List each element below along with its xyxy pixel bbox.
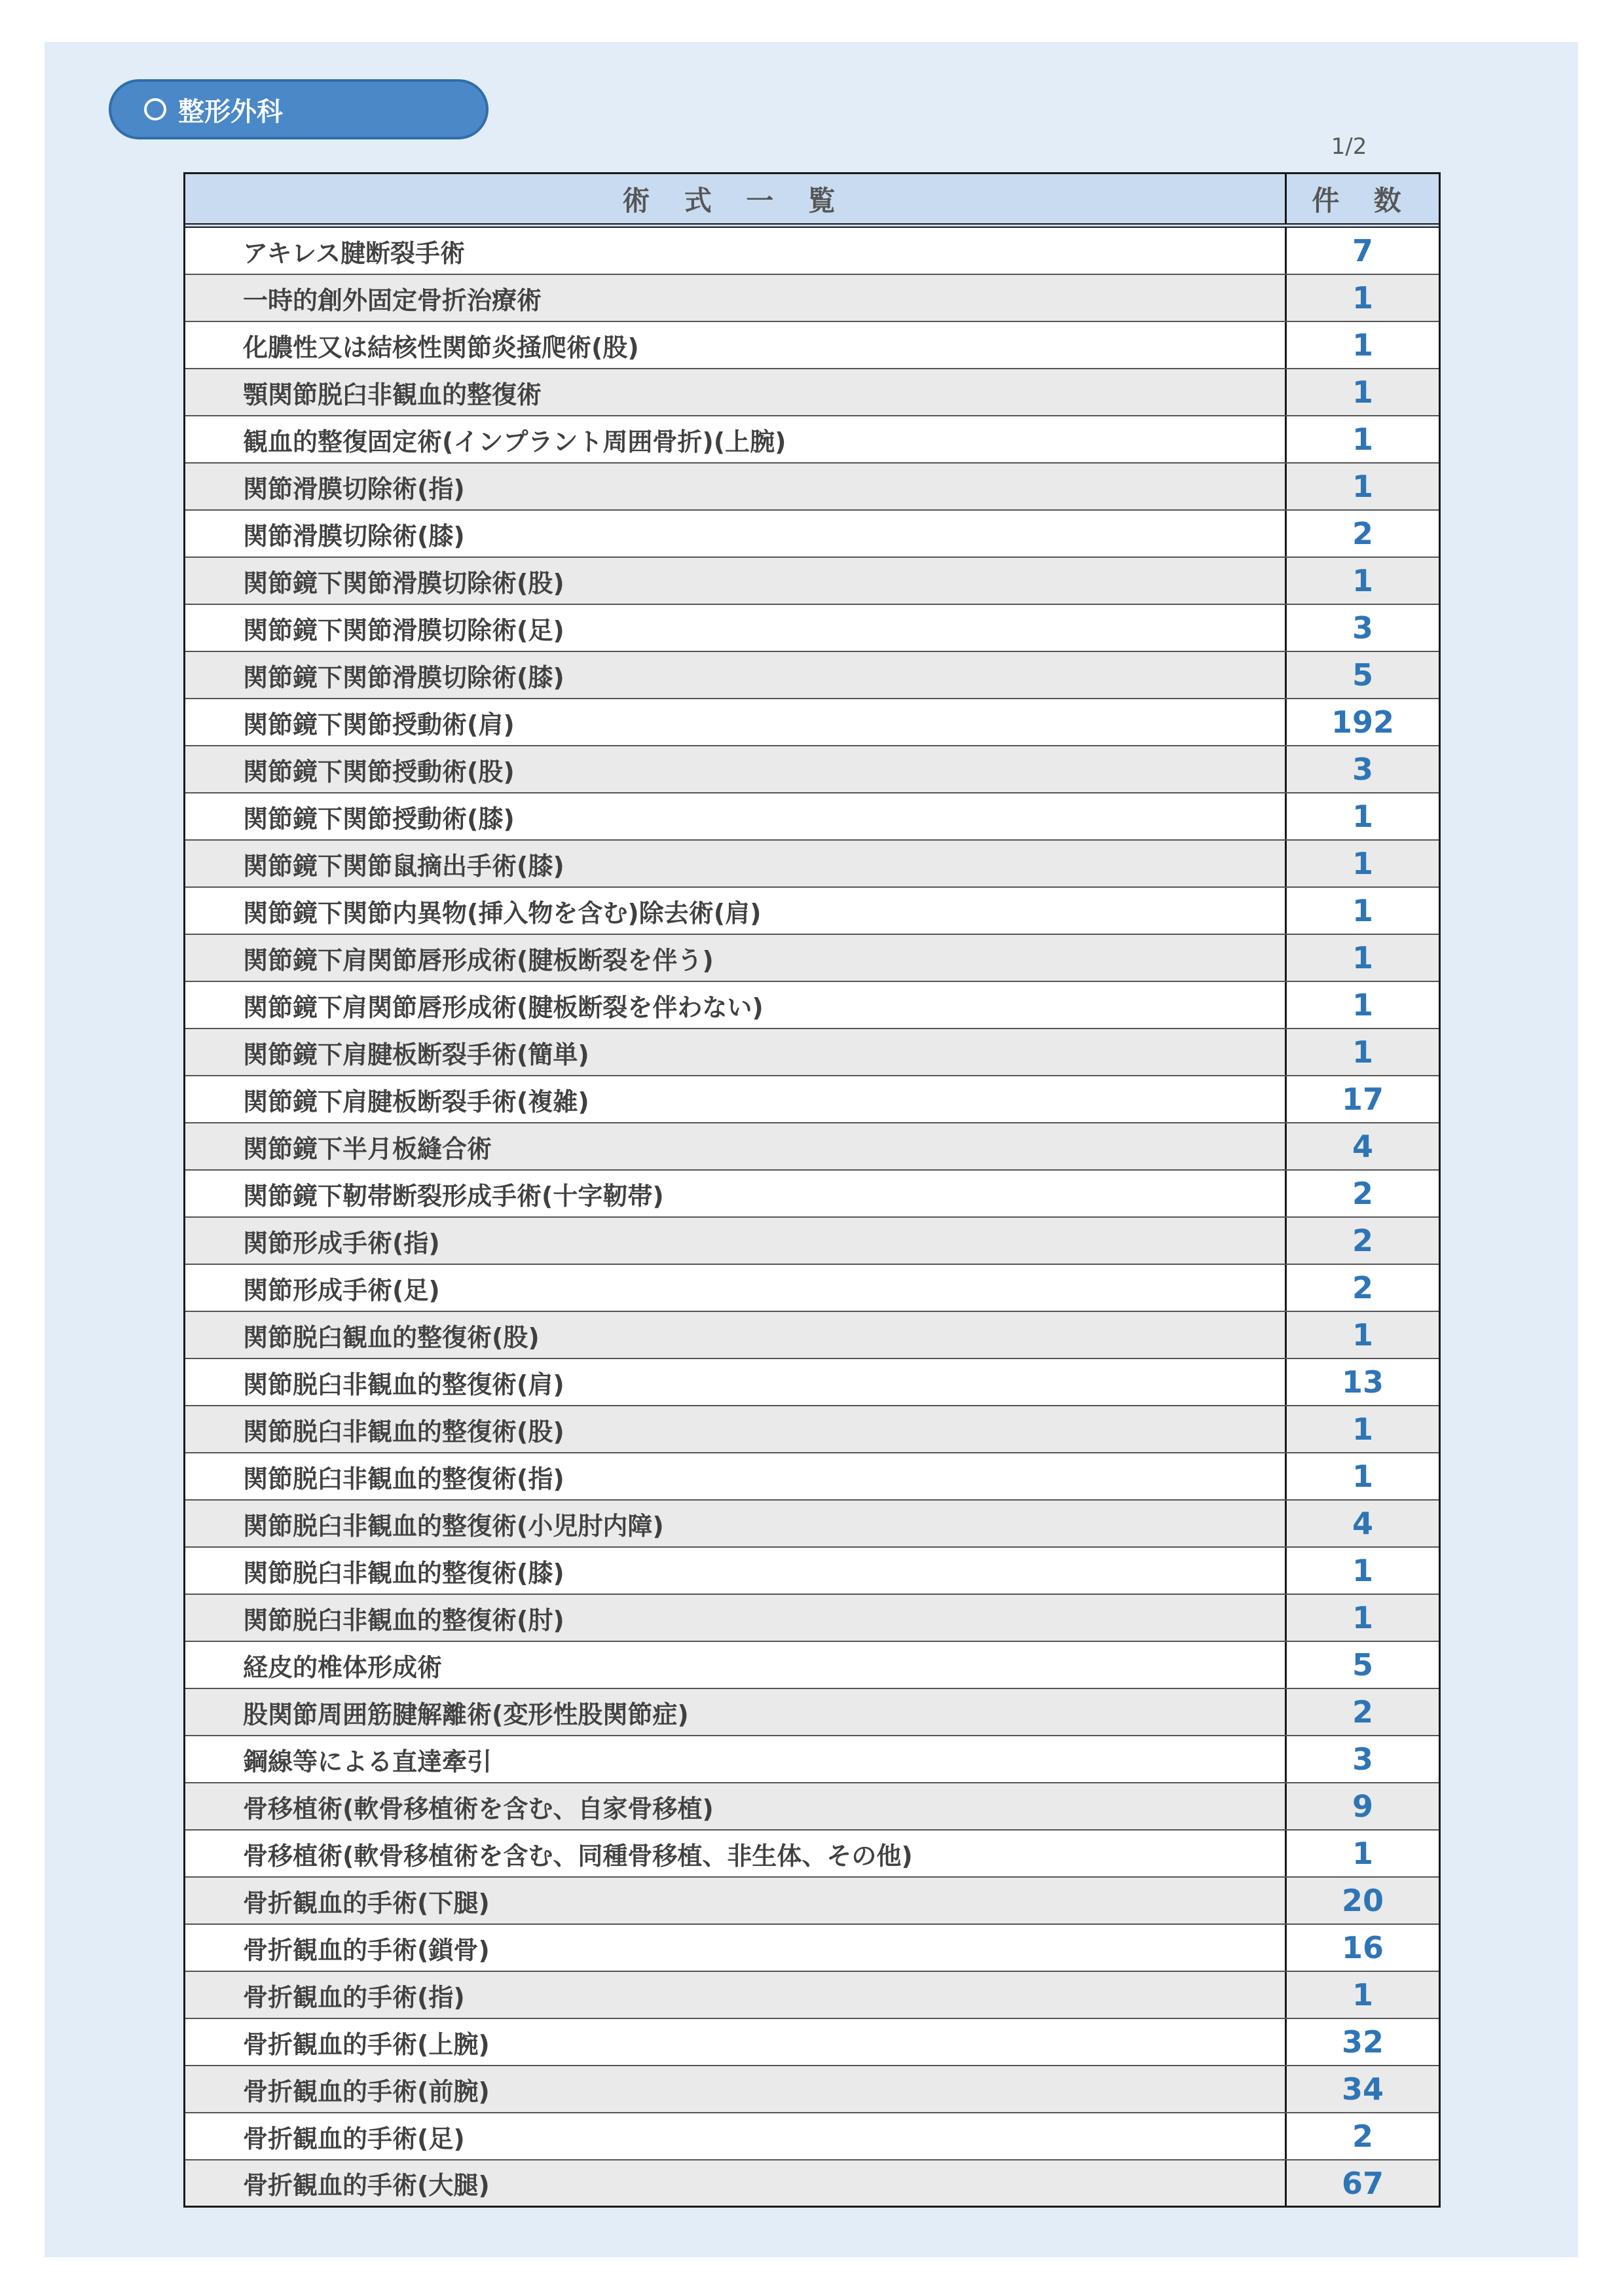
procedure-name: 骨折観血的手術(下腿) — [185, 1878, 1287, 1923]
procedure-name: 化膿性又は結核性関節炎掻爬術(股) — [185, 322, 1287, 368]
procedure-name: 関節鏡下関節内異物(挿入物を含む)除去術(肩) — [185, 888, 1287, 934]
procedure-name: 関節滑膜切除術(膝) — [185, 511, 1287, 556]
procedure-name: 関節鏡下靭帯断裂形成手術(十字靭帯) — [185, 1171, 1287, 1216]
procedure-name: 関節鏡下半月板縫合術 — [185, 1123, 1287, 1169]
procedure-name: 一時的創外固定骨折治療術 — [185, 275, 1287, 321]
page-indicator: 1/2 — [1331, 134, 1367, 160]
procedure-count: 32 — [1341, 2024, 1384, 2060]
table-row — [185, 228, 1439, 275]
procedure-count: 7 — [1352, 233, 1373, 268]
header-count: 件 数 — [1312, 184, 1414, 217]
procedure-name: 関節鏡下関節授動術(股) — [185, 746, 1287, 792]
table-row — [185, 369, 1439, 416]
procedure-count: 2 — [1352, 516, 1373, 551]
procedure-count: 1 — [1352, 1600, 1373, 1635]
table-row — [185, 511, 1439, 558]
table-row — [185, 1265, 1439, 1312]
table-row — [185, 1595, 1439, 1642]
table-row — [185, 2113, 1439, 2160]
table-row — [185, 464, 1439, 511]
procedure-name: 関節鏡下肩関節唇形成術(腱板断裂を伴わない) — [185, 982, 1287, 1028]
procedure-count: 1 — [1352, 469, 1373, 504]
table-row — [185, 1123, 1439, 1171]
table-row — [185, 1831, 1439, 1878]
table-header — [185, 174, 1439, 228]
procedure-count: 2 — [1352, 1270, 1373, 1305]
procedure-name: 関節鏡下関節授動術(肩) — [185, 699, 1287, 745]
procedure-name: 関節脱臼非観血的整復術(股) — [185, 1406, 1287, 1452]
table-row — [185, 2160, 1439, 2208]
table-row — [185, 1312, 1439, 1359]
circle-icon — [144, 98, 166, 120]
procedure-count: 1 — [1352, 940, 1373, 975]
table-row — [185, 888, 1439, 935]
table-row — [185, 2019, 1439, 2066]
table-row — [185, 1972, 1439, 2019]
procedure-count: 2 — [1352, 1223, 1373, 1258]
procedure-count: 2 — [1352, 1176, 1373, 1211]
table-row — [185, 982, 1439, 1029]
procedure-count: 3 — [1352, 752, 1373, 787]
procedure-name: 関節脱臼非観血的整復術(指) — [185, 1453, 1287, 1499]
procedure-name: 関節鏡下関節鼠摘出手術(膝) — [185, 841, 1287, 886]
procedure-name: 関節脱臼非観血的整復術(膝) — [185, 1548, 1287, 1594]
table-row — [185, 1406, 1439, 1453]
procedure-name: 骨折観血的手術(前腕) — [185, 2066, 1287, 2112]
table-row — [185, 1925, 1439, 1972]
table-row — [185, 558, 1439, 605]
procedure-count: 67 — [1341, 2165, 1384, 2201]
procedure-name: 骨折観血的手術(鎖骨) — [185, 1925, 1287, 1971]
procedure-count: 192 — [1331, 704, 1395, 740]
procedure-count: 1 — [1352, 799, 1373, 834]
procedure-count: 1 — [1352, 1317, 1373, 1353]
table-row — [185, 1453, 1439, 1501]
table-row — [185, 605, 1439, 652]
procedure-name: アキレス腱断裂手術 — [185, 228, 1287, 274]
procedure-name: 関節鏡下関節滑膜切除術(膝) — [185, 652, 1287, 698]
procedure-name: 顎関節脱臼非観血的整復術 — [185, 369, 1287, 415]
procedure-count: 1 — [1352, 1412, 1373, 1447]
procedure-count: 20 — [1341, 1883, 1384, 1918]
procedure-name: 関節鏡下関節滑膜切除術(股) — [185, 558, 1287, 604]
table-row — [185, 2066, 1439, 2113]
procedure-count: 2 — [1352, 2119, 1373, 2154]
procedure-count: 16 — [1341, 1930, 1384, 1965]
table-row — [185, 322, 1439, 369]
procedure-count: 5 — [1352, 657, 1373, 693]
procedure-count: 1 — [1352, 987, 1373, 1023]
procedure-name: 関節滑膜切除術(指) — [185, 464, 1287, 509]
table-row — [185, 1029, 1439, 1076]
table-row — [185, 1076, 1439, 1123]
procedure-count: 9 — [1352, 1789, 1373, 1824]
procedure-name: 関節形成手術(指) — [185, 1218, 1287, 1264]
procedure-name: 関節脱臼非観血的整復術(肩) — [185, 1359, 1287, 1405]
table-row — [185, 935, 1439, 982]
procedure-name: 骨折観血的手術(上腕) — [185, 2019, 1287, 2065]
table-row — [185, 841, 1439, 888]
procedure-count: 3 — [1352, 1741, 1373, 1777]
procedure-name: 観血的整復固定術(インプラント周囲骨折)(上腕) — [185, 416, 1287, 462]
procedure-count: 1 — [1352, 1034, 1373, 1070]
table-row — [185, 1878, 1439, 1925]
table-row — [185, 1689, 1439, 1736]
table-row — [185, 416, 1439, 464]
procedure-name: 骨折観血的手術(大腿) — [185, 2160, 1287, 2206]
table-row — [185, 746, 1439, 793]
procedure-name: 関節鏡下関節滑膜切除術(足) — [185, 605, 1287, 651]
procedure-count: 1 — [1352, 422, 1373, 457]
procedure-count: 1 — [1352, 374, 1373, 410]
procedure-count: 4 — [1352, 1129, 1373, 1164]
procedure-name: 股関節周囲筋腱解離術(変形性股関節症) — [185, 1689, 1287, 1735]
procedure-count: 1 — [1352, 327, 1373, 363]
procedure-table — [183, 172, 1441, 2208]
procedure-name: 関節形成手術(足) — [185, 1265, 1287, 1311]
procedure-count: 4 — [1352, 1506, 1373, 1541]
procedure-name: 骨折観血的手術(指) — [185, 1972, 1287, 2018]
procedure-name: 関節鏡下関節授動術(膝) — [185, 793, 1287, 839]
header-procedure: 術 式 一 覧 — [185, 174, 1287, 223]
table-row — [185, 699, 1439, 746]
procedure-count: 5 — [1352, 1647, 1373, 1683]
table-row — [185, 1736, 1439, 1783]
procedure-count: 1 — [1352, 1836, 1373, 1871]
procedure-count: 17 — [1341, 1082, 1384, 1117]
procedure-name: 関節脱臼観血的整復術(股) — [185, 1312, 1287, 1358]
procedure-count: 1 — [1352, 1553, 1373, 1588]
procedure-count: 3 — [1352, 610, 1373, 646]
procedure-count: 1 — [1352, 893, 1373, 928]
table-row — [185, 1642, 1439, 1689]
procedure-name: 経皮的椎体形成術 — [185, 1642, 1287, 1688]
procedure-count: 34 — [1341, 2071, 1384, 2107]
procedure-name: 骨移植術(軟骨移植術を含む、自家骨移植) — [185, 1783, 1287, 1829]
table-row — [185, 1171, 1439, 1218]
table-row — [185, 1783, 1439, 1831]
procedure-count: 1 — [1352, 846, 1373, 881]
table-body — [185, 228, 1439, 2208]
procedure-count: 2 — [1352, 1694, 1373, 1730]
procedure-name: 骨移植術(軟骨移植術を含む、同種骨移植、非生体、その他) — [185, 1831, 1287, 1876]
table-row — [185, 1218, 1439, 1265]
procedure-name: 関節鏡下肩腱板断裂手術(複雑) — [185, 1076, 1287, 1122]
procedure-name: 関節脱臼非観血的整復術(小児肘内障) — [185, 1501, 1287, 1546]
procedure-count: 1 — [1352, 563, 1373, 598]
department-title: 整形外科 — [178, 96, 283, 127]
department-heading — [109, 79, 489, 139]
procedure-name: 関節鏡下肩関節唇形成術(腱板断裂を伴う) — [185, 935, 1287, 981]
procedure-count: 13 — [1341, 1364, 1384, 1400]
table-row — [185, 1548, 1439, 1595]
procedure-name: 関節脱臼非観血的整復術(肘) — [185, 1595, 1287, 1641]
procedure-name: 関節鏡下肩腱板断裂手術(簡単) — [185, 1029, 1287, 1075]
procedure-count: 1 — [1352, 1459, 1373, 1494]
procedure-name: 骨折観血的手術(足) — [185, 2113, 1287, 2159]
table-row — [185, 275, 1439, 322]
procedure-count: 1 — [1352, 1977, 1373, 2013]
procedure-name: 鋼線等による直達牽引 — [185, 1736, 1287, 1782]
table-row — [185, 652, 1439, 699]
table-row — [185, 1501, 1439, 1548]
procedure-count: 1 — [1352, 280, 1373, 316]
table-row — [185, 793, 1439, 841]
table-row — [185, 1359, 1439, 1406]
